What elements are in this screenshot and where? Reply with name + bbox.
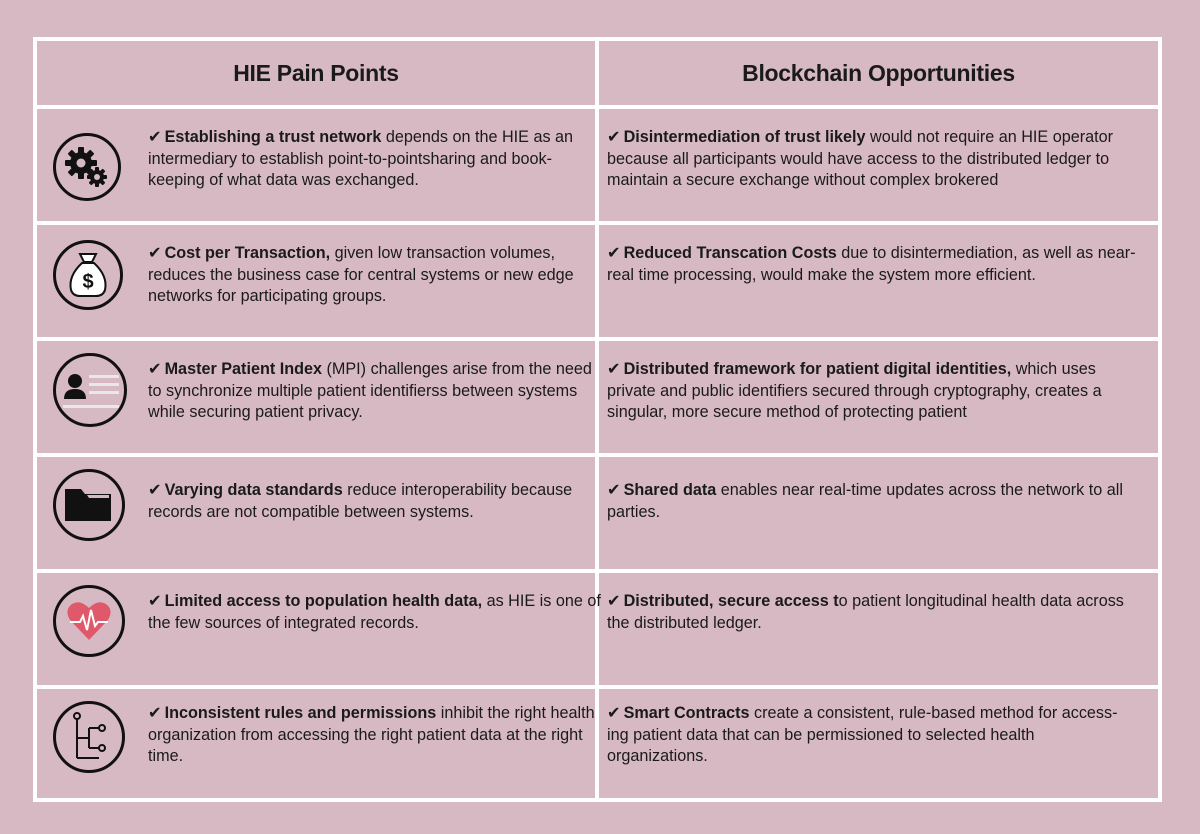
pain-point-text: ✔ Cost per Transaction, given low transaction volumes, reduces the business case for central systems or new edge networks for participating groups. xyxy=(148,244,574,305)
header-blockchain-opportunities: Blockchain Opportunities xyxy=(742,59,1015,86)
pain-point-text: ✔ Varying data standards reduce interoperability because records are not compatible between systems. xyxy=(148,481,573,521)
check-icon: ✔ xyxy=(607,244,621,262)
table-row xyxy=(37,109,1158,221)
opportunity-text: ✔ Reduced Transcation Costs due to disintermediation, as well as near-real time processing, would make the system more efficient. xyxy=(607,244,1136,284)
header-pain-points: HIE Pain Points xyxy=(233,59,399,86)
opportunity-text: ✔ Distributed, secure access to patient longitudinal health data across the distributed ledger. xyxy=(607,592,1124,632)
check-icon: ✔ xyxy=(148,360,162,378)
table-row xyxy=(37,457,1158,569)
money-bag-icon xyxy=(53,240,123,310)
heart-pulse-icon xyxy=(53,585,125,657)
opportunity-text: ✔ Distributed framework for patient digital identities, which uses private and public identifiers secured through cryptography, creates a singular, more secure method of protecting patient xyxy=(607,360,1102,421)
gears-icon xyxy=(53,133,121,201)
check-icon: ✔ xyxy=(607,592,621,610)
table-row xyxy=(37,573,1158,685)
opportunity-text: ✔ Shared data enables near real-time updates across the network to all parties. xyxy=(607,481,1123,521)
pain-point-text: ✔ Limited access to population health data, as HIE is one of the few sources of integrated records. xyxy=(148,592,601,632)
check-icon: ✔ xyxy=(148,592,162,610)
check-icon: ✔ xyxy=(607,360,621,378)
opportunity-text: ✔ Smart Contracts create a consistent, rule-based method for access-ing patient data that can be permissioned to selected health organizations. xyxy=(607,704,1118,765)
pain-point-text: ✔ Inconsistent rules and permissions inhibit the right health organization from accessing the right patient data at the right time. xyxy=(148,704,595,765)
hierarchy-tree-icon xyxy=(53,701,125,773)
check-icon: ✔ xyxy=(148,128,162,146)
patient-id-card-icon xyxy=(53,353,127,427)
table-row xyxy=(37,689,1158,798)
pain-point-text: ✔ Master Patient Index (MPI) challenges arise from the need to synchronize multiple patient identifierss between systems while securing patient privacy. xyxy=(148,360,592,421)
check-icon: ✔ xyxy=(607,128,621,146)
opportunity-text: ✔ Disintermediation of trust likely would not require an HIE operator because all participants would have access to the distributed ledger to maintain a secure exchange without complex brokered xyxy=(607,128,1113,189)
check-icon: ✔ xyxy=(148,244,162,262)
check-icon: ✔ xyxy=(148,481,162,499)
svg-text:$: $ xyxy=(82,271,94,293)
check-icon: ✔ xyxy=(148,704,162,722)
table-row xyxy=(37,225,1158,337)
folder-icon xyxy=(53,469,125,541)
table-row xyxy=(37,341,1158,453)
check-icon: ✔ xyxy=(607,481,621,499)
pain-point-text: ✔ Establishing a trust network depends on the HIE as an intermediary to establish point-to-pointsharing and book-keeping of what data was exchanged. xyxy=(148,128,574,189)
check-icon: ✔ xyxy=(607,704,621,722)
